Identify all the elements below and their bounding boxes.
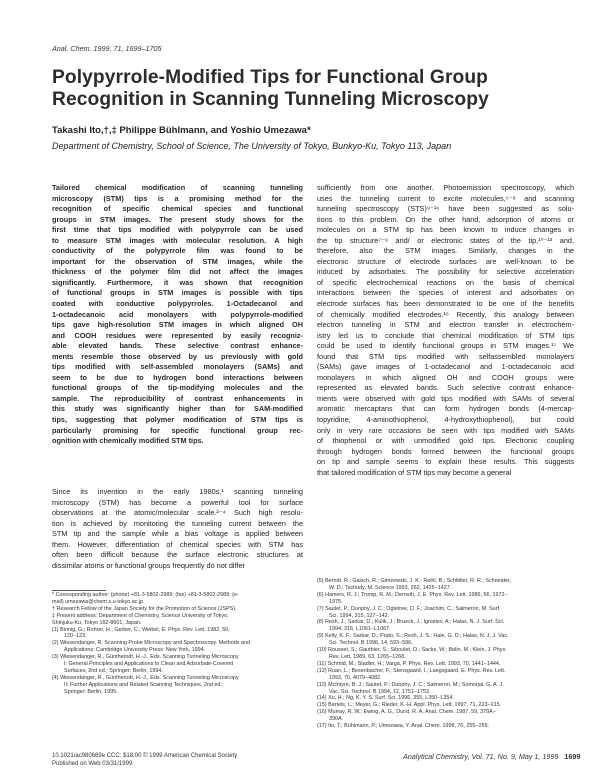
- paragraph-line: tion is achieved by monitoring the tunneling current between the: [52, 518, 303, 528]
- abstract-line: particularly promising for specific functional group rec-: [52, 425, 303, 435]
- reference-line: (16) Murray, R. W.; Ewing, A. G.; Durst, R. A. Anal. Chem. 1987, 59, 379A−: [317, 709, 496, 716]
- paragraph-line: tions to this problem. On the other hand, adsorption of atoms or: [317, 214, 574, 224]
- footnote-line: * Corresponding author: (phone) +81-3-5802-2989; (fax) +81-3-5802-2989; (e-: [52, 592, 239, 598]
- paragraph-line: tunneling spectroscopy (STS)⁹⁻¹⁶ have been suggested as solu-: [317, 204, 574, 214]
- reference-line: 390A.: [329, 716, 344, 723]
- paragraph-line: through hydrogen bonds formed between the functional groups: [317, 446, 574, 456]
- footnote-line: Surfaces, 2nd ed.; Springer: Berlin, 1994.: [64, 667, 163, 674]
- paragraph-line: electronic structure of electrode surfaces are well-known to be: [317, 256, 574, 266]
- abstract-line: able elevated bands. These selective contrast enhance-: [52, 341, 303, 351]
- reference-line: 1993, 70, 4079−4082.: [329, 674, 382, 681]
- page-number: 1699: [564, 752, 581, 761]
- abstract-line: ognition with chemically modified STM tips.: [52, 436, 204, 446]
- abstract-line: first time that tips modified with polypyrrole can be used: [52, 225, 303, 235]
- abstract-line: tips gave high-resolution STM images in which aligned OH: [52, 320, 303, 330]
- paragraph-line: on tip and sample seems to explain these results. This suggests: [317, 457, 574, 467]
- footer-published-line: Published on Web 03/31/1999: [52, 761, 133, 767]
- paragraph-line: electrode surfaces has been demonstrated to be one of the benefits: [317, 299, 574, 309]
- reference-line: (11) Schmid, M.; Stadler, H.; Varga, P. Phys. Rev. Lett. 1993, 70, 1441−1444.: [317, 660, 501, 667]
- running-head: Anal. Chem. 1999, 71, 1699–1705: [52, 44, 162, 53]
- affiliation: Department of Chemistry, School of Science, The University of Tokyo, Bunkyo-Ku, Tokyo 113, Japan: [52, 141, 452, 151]
- footnote-line: Shinjuku-Ku, Tokyo 162-8601, Japan.: [52, 619, 142, 626]
- paragraph-line: could be used to identify functional groups in STM images.¹⁷ We: [317, 341, 574, 351]
- footnote-line: (4) Wiesendanger, R., Güntherodt, H.-J., Eds. Scanning Tunneling Microscopy: [52, 674, 239, 681]
- paragraph-line: interactions between the species of interest and adsorbates on: [317, 288, 574, 298]
- reference-line: Sci. 1994, 315, 127−142.: [329, 612, 390, 619]
- footnote-line: Applications; Cambridge University Press: New York, 1994.: [64, 647, 206, 654]
- references: [317, 578, 574, 730]
- reference-line: (10) Rousset, S.; Gauthier, S.; Siboulet, O.; Sacks, W.; Belin, M.; Klein, J. Phys.: [317, 647, 507, 654]
- introduction-text: [52, 487, 303, 571]
- paragraph-line: often been difficult because the surface electronic structures at: [52, 550, 303, 560]
- paragraph-line: uses the tunneling current to excite molecules,⁵⁻⁸ and scanning: [317, 193, 574, 203]
- abstract: [52, 183, 303, 447]
- reference-line: Rev. Lett. 1989, 63, 1265−1268.: [329, 653, 406, 660]
- paragraph-line: only in very rare occasions be seen with tips modified with SAMs: [317, 425, 574, 435]
- paragraph-line: them. However, differentiation of chemical species with STM has: [52, 539, 303, 549]
- abstract-line: to measure STM images with molecular resolution. A high: [52, 235, 303, 245]
- abstract-line: significantly. Furthermore, it was shown that recognition: [52, 277, 303, 287]
- reference-line: (9) Kelly, K. F.; Sarkar, D.; Prato, S.; Resh, J. S.; Hale, G. D.; Halas, N. J. J. Vac.: [317, 633, 509, 640]
- paragraph-line: (SAMs) gave images of 1-octadecanol and 1-octadecanoic acid: [317, 362, 574, 372]
- reference-line: (5) Berndt, R.; Gaisch, R.; Gimzewski, J. K.; Reihl, B.; Schlittler, R. R.; Schneider,: [317, 578, 511, 584]
- paragraph-line: topyridine, 4-aminothiophenol, 4-hydroxythiophenol), but could: [317, 415, 574, 425]
- author-list: Takashi Ito,†,‡ Philippe Bühlmann, and Yoshio Umezawa*: [52, 125, 311, 136]
- title-line: Recognition in Scanning Tunneling Microscopy: [52, 89, 489, 110]
- abstract-line: of functional groups in STM images is possible with tips: [52, 288, 303, 298]
- paragraph-line: induced by adsorbates. The possibility for selective acceleration: [317, 267, 574, 277]
- paragraph-line: microscopy (STM) has become a powerful tool for surface: [52, 497, 303, 507]
- abstract-line: sample. The reproducibility of contrast enhancements in: [52, 393, 303, 403]
- footnote-line: 120−123.: [64, 633, 87, 640]
- abstract-line: this study was significantly higher than for SAM-modified: [52, 404, 303, 414]
- abstract-line: tips modified with self-assembled monolayers (SAMs) and: [52, 362, 303, 372]
- paragraph-line: Since its invention in the early 1980s,¹ scanning tunneling: [52, 487, 303, 496]
- paragraph-line: that tailored modification of STM tips may become a general: [317, 467, 512, 477]
- reference-line: Vac. Sci. Technol. B 1994, 12, 1751−1753.: [329, 688, 431, 695]
- reference-line: (17) Ito, T.; Bühlmann, P.; Umezawa, Y. Anal. Chem. 1998, 70, 255−259.: [317, 723, 490, 730]
- paragraph-line: the tip structure⁷⁻⁹ and/ or electronic states of the tip,¹⁰⁻¹³ and,: [317, 235, 574, 245]
- abstract-line: microscopy (STM) tips is a promising method for the: [52, 193, 303, 203]
- abstract-line: seem to be due to hydrogen bond interactions between: [52, 372, 303, 382]
- paragraph-line: aromatic mercaptans that can form hydrogen bonds (4-mercap-: [317, 404, 574, 414]
- title-line: Polypyrrole-Modified Tips for Functional Group: [52, 67, 488, 88]
- paragraph-line: of thiophenol or with unmodified gold tips. Electronic coupling: [317, 436, 574, 446]
- paragraph-line: dissimilar atoms or functional groups frequently do not differ: [52, 560, 245, 570]
- reference-line: (15) Bartels, L.; Meyer, G.; Rieder, K.-H. Appl. Phys. Lett. 1997, 71, 213−215.: [317, 702, 502, 709]
- abstract-line: recognition of specific chemical species and functional: [52, 204, 303, 214]
- reference-line: (14) Xu, H.; Ng, K. Y. S. Surf. Sci. 1996, 355, L350−L354.: [317, 695, 454, 702]
- footnote-line: mail) umezawa@chem.s.u-tokyo.ac.jp.: [52, 598, 145, 605]
- footnote-line: ‡ Present address: Department of Chemistry, Science University of Tokyo,: [52, 612, 229, 619]
- abstract-line: functional groups of the tip-modifying molecules and the: [52, 383, 303, 393]
- abstract-line: thickness of the polymer film did not affect the images: [52, 267, 303, 277]
- footnote-line: (3) Wiesendanger, R., Güntherodt, H.-J., Eds. Scanning Tunneling Microscopy: [52, 654, 239, 661]
- reference-line: (13) McIntyre, B. J.; Sautet, P.; Dunphy, J. C.; Salmeron, M.; Somorjai, G. A. J.: [317, 681, 504, 688]
- footnote-line: (1) Binnig, G.; Rohrer, H.; Gerber, C.; Weibel, E. Phys. Rev. Lett. 1982, 50,: [52, 626, 230, 633]
- footnote-line: (2) Wiesendanger, R. Scanning Probe Microscopy and Spectroscopy. Methods and: [52, 640, 250, 647]
- paragraph-line: molecules on a STM tip has been known to induce changes in: [317, 225, 574, 235]
- abstract-line: conductivity of the polypyrrole film was found to be: [52, 246, 303, 256]
- footer-doi-line: 10.1021/ac980689e CCC: $18.00 © 1999 American Chemical Society: [52, 753, 238, 759]
- footnote-rule: [52, 590, 106, 591]
- footnote-line: † Research Fellow of the Japan Society for the Promotion of Science (JSPS).: [52, 605, 237, 612]
- paragraph-line: found that STM tips modified with selfassembled monolayers: [317, 351, 574, 361]
- abstract-line: ments resemble those observed by us previously with gold: [52, 351, 303, 361]
- reference-line: Sci. Technol. B 1996, 14, 593−596.: [329, 640, 413, 647]
- paragraph-line: of specific electrochemical reactions on the basis of chemical: [317, 277, 574, 287]
- paragraph-line: electron tunneling in STM and electron transfer in electrochem-: [317, 320, 574, 330]
- paragraph-line: of chemically modified electrodes.¹⁶ Recently, this analogy between: [317, 309, 574, 319]
- footer-journal-citation: Analytical Chemistry, Vol. 71, No. 9, May 1, 1999: [403, 752, 559, 761]
- paragraph-line: STM tip and the sample while a bias voltage is applied between: [52, 529, 303, 539]
- abstract-line: 1-octadecanoic acid monolayers with polypyrrole-modified: [52, 309, 303, 319]
- reference-line: 1975.: [329, 598, 343, 605]
- paragraph-line: represented as elevated bands. Such selective contrast enhance-: [317, 383, 574, 393]
- abstract-line: groups in STM images. The present study shows for the: [52, 214, 303, 224]
- paragraph-line: sufficiently from one another. Photoemission spectroscopy, which: [317, 183, 574, 192]
- reference-line: (6) Hamers, R. J.; Tromp, R. M.; Demuth, J. E. Phys. Rev. Lett. 1986, 56, 1972−: [317, 591, 508, 598]
- reference-line: (12) Ruan, L.; Besenbacher, F.; Stensgaard, I.; Laegsgaard, E. Phys. Rev. Lett.: [317, 667, 506, 674]
- abstract-line: Tailored chemical modification of scanning tunneling: [52, 183, 303, 192]
- reference-line: 1994, 316, L1061−L1067.: [329, 626, 391, 633]
- footnote-line: I: General Principles and Applications to Clean and Adsorbate-Covered: [64, 661, 234, 668]
- paragraph-line: therefore, also the STM images. Similarly, changes in the: [317, 246, 574, 256]
- footnote-line: Springer: Berlin, 1995.: [64, 688, 118, 695]
- paragraph-line: observations at the atomic/molecular scale.²⁻⁴ Such high resolu-: [52, 508, 303, 518]
- footnote-line: II: Further Applications and Related Scanning Techniques, 2nd ed.;: [64, 681, 224, 688]
- right-column-text: [317, 183, 574, 478]
- footnotes: [52, 592, 303, 696]
- footer-doi: [52, 752, 237, 768]
- abstract-line: and COOH residues were represented by easily recogniz-: [52, 330, 303, 340]
- reference-line: W. D.; Tschudy, M. Science 1993, 262, 1425−1427.: [329, 584, 452, 591]
- abstract-line: important for the observation of STM images, while the: [52, 256, 303, 266]
- footer-journal: [403, 752, 580, 761]
- paragraph-line: istry led us to conclude that chemical modification of STM tips: [317, 330, 574, 340]
- reference-line: (8) Resh, J.; Sarkar, D.; Kulik, J.; Brueck, J.; Ignatiev, A.; Halas, N. J. Surf. Sci.: [317, 619, 505, 626]
- abstract-line: coated with conductive polypyrroles. 1-Octadecanol and: [52, 299, 303, 309]
- article-title: [52, 67, 572, 111]
- paragraph-line: monolayers in which aligned OH and COOH groups were: [317, 372, 574, 382]
- reference-line: (7) Sautet, P.; Dunphy, J. C.; Ogletree, D. F.; Joachim, C.; Salmeron, M. Surf.: [317, 605, 501, 612]
- paragraph-line: ments were observed with gold tips modified with SAMs of several: [317, 393, 574, 403]
- abstract-line: tips, suggesting that polymer modification of STM tips is: [52, 415, 303, 425]
